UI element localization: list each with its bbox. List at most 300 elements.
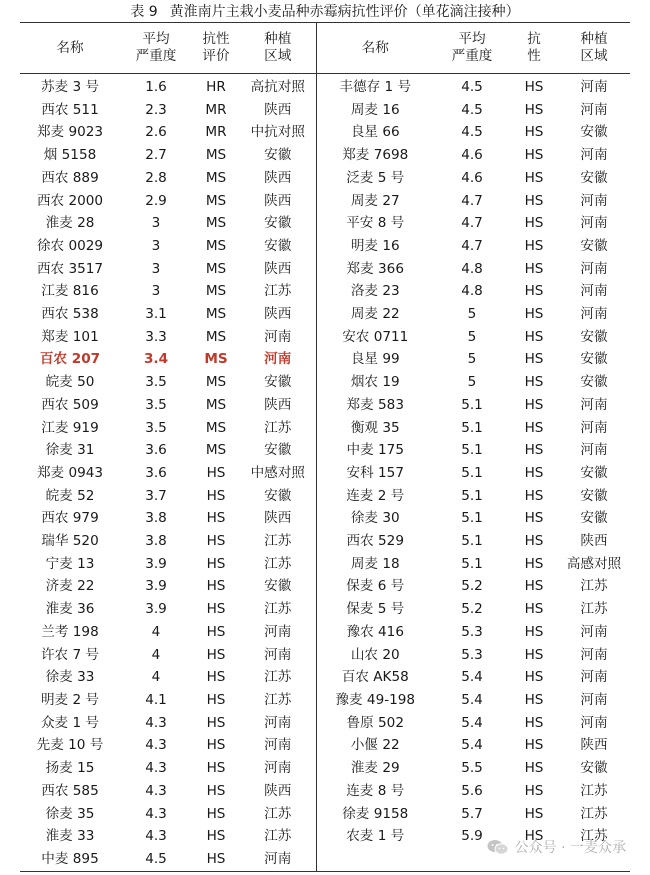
right-resistance-cell: HS [524,510,544,527]
right-region-cell: 高感对照 [566,555,622,572]
left-severity-cell: 2.3 [145,101,167,118]
header-resistance-left: 抗性 评价 [192,23,240,74]
right-resistance-cell: HS [524,828,544,845]
right-name-cell: 豫麦 49-198 [335,691,416,708]
left-region-cell: 高抗对照 [240,74,316,99]
right-name-cell: 淮麦 29 [350,760,400,777]
right-severity-cell: 4.7 [461,237,483,254]
right-region-cell: 河南 [580,669,608,686]
right-name-cell: 百农 AK58 [341,669,409,686]
left-region-cell: 陕西 [240,394,316,417]
table-row [20,530,630,553]
left-severity-cell: 3 [151,237,161,254]
left-region-cell: 中抗对照 [240,121,316,144]
right-region-cell: 河南 [580,646,608,663]
left-severity-cell: 3.9 [145,555,167,572]
left-severity-cell: 3.6 [145,442,167,459]
left-severity-cell: 4.3 [145,782,167,799]
left-region-cell: 河南 [240,734,316,757]
right-resistance-cell: HS [524,147,544,164]
table-row [20,326,630,349]
table-row [20,74,630,99]
table-row [20,280,630,303]
right-severity-cell: 5.5 [461,760,483,777]
right-region-cell: 河南 [580,192,608,209]
table-row [20,666,630,689]
right-resistance-cell: HS [524,487,544,504]
left-resistance-cell: MS [205,215,227,232]
left-region-cell: 江苏 [240,280,316,303]
right-region-cell: 河南 [580,79,608,95]
left-resistance-cell: HS [206,578,226,595]
left-resistance-cell: MS [205,283,227,300]
table-row [20,303,630,326]
left-severity-cell: 3.5 [145,374,167,391]
left-name-cell: 西农 509 [41,396,99,413]
left-severity-cell: 2.6 [145,124,167,141]
right-severity-cell: 5.2 [461,601,483,618]
right-name-cell: 烟农 19 [350,374,400,391]
right-severity-cell: 5.6 [461,782,483,799]
right-resistance-cell: HS [524,237,544,254]
header-region-right: 种植 区域 [558,23,630,74]
left-name-cell: 西农 585 [41,782,99,799]
left-severity-cell: 4 [151,669,161,686]
right-resistance-cell: HS [524,623,544,640]
right-region-cell: 安徽 [580,374,608,391]
right-severity-cell: 5.9 [461,828,483,845]
left-resistance-cell: HR [206,79,226,95]
right-name-cell: 西农 529 [346,533,404,550]
left-region-cell: 河南 [240,712,316,735]
table-body [20,74,630,872]
table-row [20,621,630,644]
left-name-cell: 西农 3517 [36,260,104,277]
table-row [20,734,630,757]
right-name-cell: 衡观 35 [350,419,400,436]
table-row [20,167,630,190]
right-severity-cell: 5.1 [461,442,483,459]
right-region-cell: 陕西 [580,737,608,754]
right-severity-cell: 5.3 [461,646,483,663]
right-severity-cell: 5.1 [461,419,483,436]
right-name-cell: 明麦 16 [350,237,400,254]
right-resistance-cell: HS [524,669,544,686]
right-region-cell: 江苏 [580,601,608,618]
left-name-cell: 明麦 2 号 [40,691,100,708]
table-row [20,348,630,371]
left-resistance-cell: HS [206,782,226,799]
left-resistance-cell: HS [206,623,226,640]
right-region-cell: 河南 [580,691,608,708]
right-severity-cell: 5.1 [461,396,483,413]
right-region-cell: 安徽 [580,237,608,254]
left-region-cell: 河南 [240,348,316,371]
right-resistance-cell: HS [524,306,544,323]
left-region-cell: 安徽 [240,235,316,258]
table-row [20,712,630,735]
right-resistance-cell: HS [524,328,544,345]
left-name-cell: 江麦 816 [41,283,99,300]
right-region-cell: 河南 [580,306,608,323]
right-name-cell: 郑麦 583 [346,396,404,413]
left-region-cell: 陕西 [240,99,316,122]
left-resistance-cell: MS [205,147,227,164]
left-region-cell: 江苏 [240,417,316,440]
right-name-cell: 小偃 22 [350,737,400,754]
left-resistance-cell: HS [206,760,226,777]
left-region-cell: 河南 [240,848,316,871]
table-row [20,644,630,667]
right-region-cell: 江苏 [580,578,608,595]
right-resistance-cell: HS [524,782,544,799]
right-name-cell: 安科 157 [346,464,404,481]
table-row [20,394,630,417]
right-region-cell: 河南 [580,714,608,731]
table-number: 表 9 [130,4,158,20]
right-name-cell: 徐麦 30 [350,510,400,527]
right-resistance-cell: HS [524,646,544,663]
left-region-cell: 中感对照 [240,462,316,485]
left-resistance-cell: HS [206,487,226,504]
header-severity-left: 平均 严重度 [120,23,192,74]
right-region-cell: 安徽 [580,169,608,186]
right-region-cell: 河南 [580,623,608,640]
table-row [20,598,630,621]
right-region-cell: 河南 [580,260,608,277]
right-resistance-cell: HS [524,578,544,595]
left-name-cell: 江麦 919 [41,419,99,436]
right-resistance-cell: HS [524,737,544,754]
right-severity-cell: 5.7 [461,805,483,822]
right-severity-cell: 5.1 [461,533,483,550]
left-name-cell: 郑麦 0943 [36,464,104,481]
right-severity-cell: 5.3 [461,623,483,640]
left-region-cell: 河南 [240,757,316,780]
left-name-cell: 瑞华 520 [41,533,99,550]
right-resistance-cell: HS [524,124,544,141]
table-row [20,507,630,530]
left-resistance-cell: HS [206,714,226,731]
left-resistance-cell: HS [206,601,226,618]
left-name-cell: 宁麦 13 [45,555,95,572]
left-severity-cell: 4.3 [145,714,167,731]
left-resistance-cell: HS [206,555,226,572]
right-region-cell: 河南 [580,419,608,436]
table-row [20,417,630,440]
left-region-cell: 河南 [240,621,316,644]
right-resistance-cell: HS [524,419,544,436]
left-resistance-cell: MS [205,169,227,186]
right-name-cell: 保麦 5 号 [346,601,405,618]
left-severity-cell: 3.5 [145,419,167,436]
right-region-cell: 陕西 [580,533,608,550]
right-region-cell: 江苏 [580,828,608,845]
right-name-cell [316,848,434,871]
left-severity-cell: 4.3 [145,737,167,754]
left-resistance-cell: MS [205,419,227,436]
right-name-cell: 周麦 16 [350,101,400,118]
right-resistance-cell: HS [524,79,544,95]
right-resistance-cell: HS [524,215,544,232]
table-row [20,553,630,576]
right-severity-cell: 5.4 [461,714,483,731]
table-caption [0,2,650,22]
left-name-cell: 郑麦 101 [41,328,99,345]
left-resistance-cell: HS [206,828,226,845]
left-severity-cell: 3.9 [145,578,167,595]
left-resistance-cell: MR [205,124,227,141]
right-resistance-cell: HS [524,714,544,731]
left-severity-cell: 4.3 [145,760,167,777]
right-severity-cell: 4.6 [461,169,483,186]
right-resistance-cell: HS [524,283,544,300]
left-severity-cell: 3 [151,260,161,277]
right-severity-cell: 4.8 [461,283,483,300]
right-region-cell: 河南 [580,396,608,413]
left-resistance-cell: MS [205,260,227,277]
right-resistance-cell: HS [524,760,544,777]
table-row [20,235,630,258]
right-resistance-cell: HS [524,396,544,413]
left-region-cell: 河南 [240,326,316,349]
left-severity-cell: 3.7 [145,487,167,504]
table-row [20,99,630,122]
right-region-cell: 安徽 [580,760,608,777]
wechat-icon [487,839,509,855]
right-resistance-cell: HS [524,464,544,481]
left-name-cell: 郑麦 9023 [36,124,104,141]
right-severity-cell: 5.2 [461,578,483,595]
right-severity-cell: 4.5 [461,79,483,95]
table-row [20,757,630,780]
right-resistance-cell: HS [524,169,544,186]
left-severity-cell: 2.7 [145,147,167,164]
left-name-cell: 淮麦 28 [45,215,95,232]
right-severity-cell: 5.4 [461,737,483,754]
right-name-cell: 良星 66 [350,124,400,141]
left-severity-cell: 4 [151,646,161,663]
left-name-cell: 西农 979 [41,510,99,527]
right-resistance-cell: HS [524,192,544,209]
right-resistance-cell: HS [524,351,544,368]
right-resistance-cell: HS [524,442,544,459]
left-severity-cell: 4.3 [145,805,167,822]
right-region-cell: 河南 [580,442,608,459]
left-resistance-cell: HS [206,669,226,686]
table-title: 黄淮南片主栽小麦品种赤霉病抗性评价（单花滴注接种） [169,4,520,20]
right-severity-cell: 5.4 [461,669,483,686]
right-severity-cell: 5 [467,374,477,391]
right-resistance-cell: HS [524,374,544,391]
left-resistance-cell: HS [206,691,226,708]
table-row [20,462,630,485]
left-severity-cell: 2.8 [145,169,167,186]
left-name-cell: 扬麦 15 [45,760,95,777]
left-region-cell: 安徽 [240,144,316,167]
left-resistance-cell: HS [206,464,226,481]
left-resistance-cell: HS [206,737,226,754]
table-row [20,780,630,803]
right-region-cell: 江苏 [580,805,608,822]
right-severity-cell: 5.1 [461,464,483,481]
right-severity-cell: 5.1 [461,555,483,572]
left-name-cell: 兰考 198 [41,623,99,640]
right-resistance-cell: HS [524,533,544,550]
right-name-cell: 中麦 175 [346,442,404,459]
left-severity-cell: 3 [151,283,161,300]
left-name-cell: 百农 207 [39,351,101,368]
table-row [20,121,630,144]
right-name-cell: 安农 0711 [342,328,409,345]
right-name-cell: 农麦 1 号 [346,828,405,845]
left-resistance-cell: MS [204,351,228,368]
left-name-cell: 西农 538 [41,306,99,323]
left-severity-cell: 3.3 [145,328,167,345]
left-severity-cell: 3.6 [145,464,167,481]
watermark-text: 公众号 · 一麦众承 [514,840,626,856]
right-name-cell: 鲁原 502 [346,714,404,731]
left-name-cell: 皖麦 52 [45,487,95,504]
right-severity-cell: 4.5 [461,124,483,141]
right-severity-cell: 4.6 [461,147,483,164]
right-region-cell: 安徽 [580,124,608,141]
left-resistance-cell: MS [205,442,227,459]
left-region-cell: 安徽 [240,212,316,235]
left-name-cell: 中麦 895 [20,848,120,871]
left-severity-cell: 3.1 [145,306,167,323]
right-region-cell: 安徽 [580,464,608,481]
left-severity-cell: 4.1 [145,691,167,708]
table-row [20,258,630,281]
left-region-cell: 陕西 [240,258,316,281]
table-row [20,689,630,712]
left-name-cell: 徐麦 35 [45,805,95,822]
right-severity-cell: 5 [467,351,477,368]
header-name-left: 名称 [20,23,120,74]
right-name-cell: 山农 20 [350,646,400,663]
table-header-row [20,23,630,74]
right-name-cell: 良星 99 [350,351,400,368]
right-region-cell: 江苏 [580,782,608,799]
left-region-cell: 江苏 [240,666,316,689]
left-region-cell: 江苏 [240,598,316,621]
left-resistance-cell: MS [205,237,227,254]
left-name-cell: 徐麦 31 [45,442,95,459]
right-name-cell: 连麦 2 号 [346,487,405,504]
left-name-cell: 众麦 1 号 [40,714,100,731]
right-name-cell: 平安 8 号 [346,215,405,232]
left-region-cell: 陕西 [240,507,316,530]
right-region-cell: 安徽 [580,487,608,504]
table-row [20,575,630,598]
left-region-cell: 安徽 [240,485,316,508]
left-severity-cell: 1.6 [145,79,167,95]
left-severity-cell: 3.5 [145,396,167,413]
left-severity-cell: 3.4 [143,351,169,368]
right-resistance-cell: HS [524,805,544,822]
right-region-cell: 河南 [580,283,608,300]
table-row [20,144,630,167]
left-region-cell: 江苏 [240,689,316,712]
right-region-cell: 安徽 [580,328,608,345]
left-resistance-cell: MR [205,101,227,118]
left-name-cell: 皖麦 50 [45,374,95,391]
right-name-cell: 保麦 6 号 [346,578,405,595]
left-name-cell: 西农 889 [41,169,99,186]
left-resistance-cell: HS [206,510,226,527]
left-severity-cell: 4.3 [145,828,167,845]
right-name-cell: 郑麦 366 [346,260,404,277]
header-region-left: 种植 区域 [240,23,316,74]
right-severity-cell: 5.4 [461,691,483,708]
right-severity-cell: 4.7 [461,192,483,209]
right-resistance-cell: HS [524,691,544,708]
table-row [20,485,630,508]
left-name-cell: 苏麦 3 号 [40,79,100,95]
table-row [20,439,630,462]
left-resistance-cell: MS [205,306,227,323]
table-row [20,803,630,826]
right-severity-cell: 4.7 [461,215,483,232]
left-region-cell: 安徽 [240,575,316,598]
right-name-cell: 丰德存 1 号 [339,79,412,95]
right-name-cell: 周麦 18 [350,555,400,572]
left-name-cell: 淮麦 36 [45,601,95,618]
left-name-cell: 徐麦 33 [45,669,95,686]
left-name-cell: 济麦 22 [45,578,95,595]
left-name-cell: 先麦 10 号 [36,737,104,754]
left-name-cell: 徐农 0029 [36,237,104,254]
left-region-cell: 河南 [240,644,316,667]
left-severity-cell: 3 [151,215,161,232]
left-resistance-cell: MS [205,328,227,345]
right-resistance-cell: HS [524,601,544,618]
watermark [487,837,626,857]
left-region-cell: 安徽 [240,439,316,462]
left-name-cell: 烟 5158 [43,147,97,164]
right-severity-cell: 5.1 [461,487,483,504]
right-region-cell: 河南 [580,147,608,164]
right-region-cell: 安徽 [580,510,608,527]
left-severity-cell: 2.9 [145,192,167,209]
resistance-table [20,22,630,872]
left-severity-cell: 3.8 [145,510,167,527]
right-region-cell: 河南 [580,101,608,118]
right-name-cell: 连麦 8 号 [346,782,405,799]
left-resistance-cell: MS [205,396,227,413]
right-resistance-cell: HS [524,101,544,118]
left-region-cell: 江苏 [240,803,316,826]
left-region-cell: 陕西 [240,780,316,803]
header-name-right: 名称 [316,23,434,74]
left-region-cell: 陕西 [240,167,316,190]
right-name-cell: 洛麦 23 [350,283,400,300]
right-name-cell: 徐麦 9158 [342,805,409,822]
right-name-cell: 豫农 416 [346,623,404,640]
left-name-cell: 西农 511 [41,101,99,118]
left-resistance-cell: HS [206,646,226,663]
left-name-cell: 西农 2000 [36,192,104,209]
right-region-cell: 河南 [580,215,608,232]
right-severity-cell: 4.5 [461,101,483,118]
right-severity-cell: 5.1 [461,510,483,527]
left-resistance-cell: HS [192,848,240,871]
left-severity-cell: 4.5 [120,848,192,871]
right-severity-cell: 4.8 [461,260,483,277]
left-severity-cell: 3.9 [145,601,167,618]
left-severity-cell: 3.8 [145,533,167,550]
